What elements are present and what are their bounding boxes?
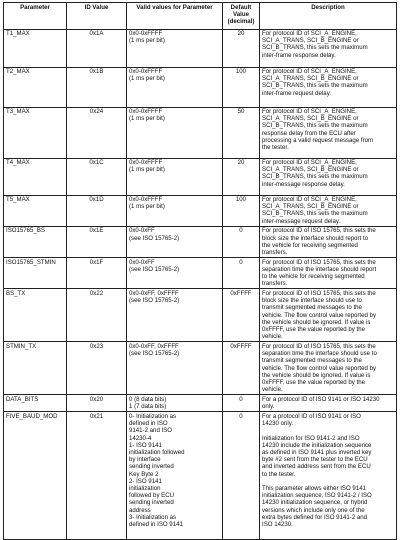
param-range: 0x0-0xFFFF (1 ms per bit) — [129, 68, 165, 83]
table-header-row — [4, 3, 397, 30]
param-default: 20 — [223, 158, 260, 195]
param-default: 50 — [223, 107, 260, 158]
param-range: 0x0-0xFFFF (1 ms per bit) — [129, 108, 165, 123]
param-id: 0x22 — [67, 289, 127, 342]
param-description: For a protocol ID of ISO 9141 or ISO 14230 only. — [262, 395, 380, 411]
param-id: 0x1B — [67, 67, 127, 107]
param-name: ISO15765_STMIN — [4, 258, 67, 289]
header-valid-values: Valid values for Parameter — [127, 3, 223, 30]
parameter-table-container — [3, 2, 396, 540]
param-default: 0 — [223, 412, 260, 540]
param-range: 0x0-0xFFFF (1 ms per bit) — [129, 196, 165, 211]
param-id: 0x1C — [67, 158, 127, 195]
param-default: 100 — [223, 67, 260, 107]
param-default: 0 — [223, 395, 260, 412]
param-range: 0x0-0xFF (see ISO 15765-2) — [129, 258, 180, 273]
header-parameter: Parameter — [4, 3, 67, 30]
header-id-value: ID Value — [67, 3, 127, 30]
param-description: For protocol ID of ISO 15765, this sets the block size the interface should report to the vehicle for receiving segmented transfers. — [262, 227, 376, 256]
table-row — [4, 226, 397, 257]
param-default: 0xFFFF — [223, 342, 260, 395]
table-row — [4, 258, 397, 289]
param-name: T5_MAX — [4, 195, 67, 226]
param-name: FIVE_BAUD_MOD — [4, 412, 67, 540]
param-id: 0x1E — [67, 226, 127, 257]
param-range: 0- Initialization as defined in ISO 9141-2 and ISO 14230-4 1- ISO 9141 initialization followed by interface sending inverted Key Byte 2 2- ISO 9141 initialization followed by ECU sending inverted address 3- Initialization as defined in ISO 9141 — [129, 412, 185, 528]
param-default: 20 — [223, 29, 260, 67]
param-default: 0 — [223, 226, 260, 257]
param-range: 0x0-0xFF, 0xFFFF (see ISO 15765-2) — [129, 342, 180, 358]
table-row — [4, 395, 397, 412]
param-range: 0 (8 data bits) 1 (7 data bits) — [129, 395, 167, 411]
table-row — [4, 67, 397, 107]
param-default: 0 — [223, 258, 260, 289]
param-range: 0x0-0xFFFF (1 ms per bit) — [129, 159, 165, 174]
param-name: T4_MAX — [4, 158, 67, 195]
param-name: DATA_BITS — [4, 395, 67, 412]
param-default: 100 — [223, 195, 260, 226]
param-description: For protocol ID of SCI_A_ENGINE, SCI_A_TRANS, SCI_B_ENGINE or SCI_B_TRANS, this sets the maximum inter-frame request delay. — [262, 68, 368, 97]
param-id: 0x20 — [67, 395, 127, 412]
param-description: For protocol ID of SCI_A_ENGINE, SCI_A_TRANS, SCI_B_ENGINE or SCI_B_TRANS, this sets the maximum inter-message request delay. — [262, 196, 368, 225]
table-row — [4, 342, 397, 395]
table-row — [4, 158, 397, 195]
table-row — [4, 412, 397, 540]
param-name: T3_MAX — [4, 107, 67, 158]
parameter-table — [3, 2, 397, 540]
param-range: 0x0-0xFF, 0xFFFF (see ISO 15765-2) — [129, 289, 180, 305]
header-description: Description — [260, 3, 397, 30]
param-name: T1_MAX — [4, 29, 67, 67]
param-id: 0x1A — [67, 29, 127, 67]
param-description: For protocol ID of SCI_A_ENGINE, SCI_A_TRANS, SCI_B_ENGINE or SCI_B_TRANS, this sets the maximum response delay from the ECU after processing a valid request message from the tester. — [262, 108, 374, 152]
header-default-value: Default Value (decimal) — [223, 3, 260, 30]
param-name: ISO15765_BS — [4, 226, 67, 257]
param-name: T2_MAX — [4, 67, 67, 107]
table-row — [4, 29, 397, 67]
param-id: 0x1F — [67, 258, 127, 289]
param-name: BS_TX — [4, 289, 67, 342]
param-id: 0x23 — [67, 342, 127, 395]
param-id: 0x21 — [67, 412, 127, 540]
param-range: 0x0-0xFF (see ISO 15765-2) — [129, 227, 180, 242]
param-description: For a protocol ID of ISO 9141 or ISO 14230 only. Initialization for ISO 9141-2 and ISO 14230 include the initialization sequence as defined in ISO 9141 plus inverted key byte #2 sent from the tester to the ECU and inverted address sent from the ECU to the tester. This parameter allows either ISO 9141 initialization sequence, ISO 9141-2 / ISO 14230 initialization sequence, or hybrid versions which include only one of the extra bytes defined for ISO 9141-2 and ISO 14230. — [262, 412, 372, 528]
param-name: STMIN_TX — [4, 342, 67, 395]
param-description: For protocol ID of ISO 15765, this sets the block size the interface should use to transmit segmented messages to the vehicle. The flow control value reported by the vehicle should be ignored. If value is 0xFFFF, use the value reported by the vehicle. — [262, 289, 377, 341]
param-description: For protocol ID of SCI_A_ENGINE, SCI_A_TRANS, SCI_B_ENGINE or SCI_B_TRANS, this sets the maximum inter-frame response delay. — [262, 30, 368, 59]
param-description: For protocol ID of ISO 15765, this sets the separation time the interface should use to transmit segmented messages to the vehicle. The flow control value reported by the vehicle should be ignored. If value is 0xFFFF, use the value reported by the vehicle. — [262, 342, 377, 394]
param-id: 0x1D — [67, 195, 127, 226]
table-row — [4, 195, 397, 226]
table-row — [4, 107, 397, 158]
param-description: For protocol ID of SCI_A_ENGINE, SCI_A_TRANS, SCI_B_ENGINE or SCI_B_TRANS, this sets the maximum inter-message response delay. — [262, 159, 368, 188]
param-range: 0x0-0xFFFF (1 ms per bit) — [129, 30, 165, 45]
param-description: For protocol ID of ISO 15765, this sets the separation time the interface should report to the vehicle for receiving segmented transfers. — [262, 258, 377, 288]
param-id: 0x24 — [67, 107, 127, 158]
table-row — [4, 289, 397, 342]
param-default: 0xFFFF — [223, 289, 260, 342]
